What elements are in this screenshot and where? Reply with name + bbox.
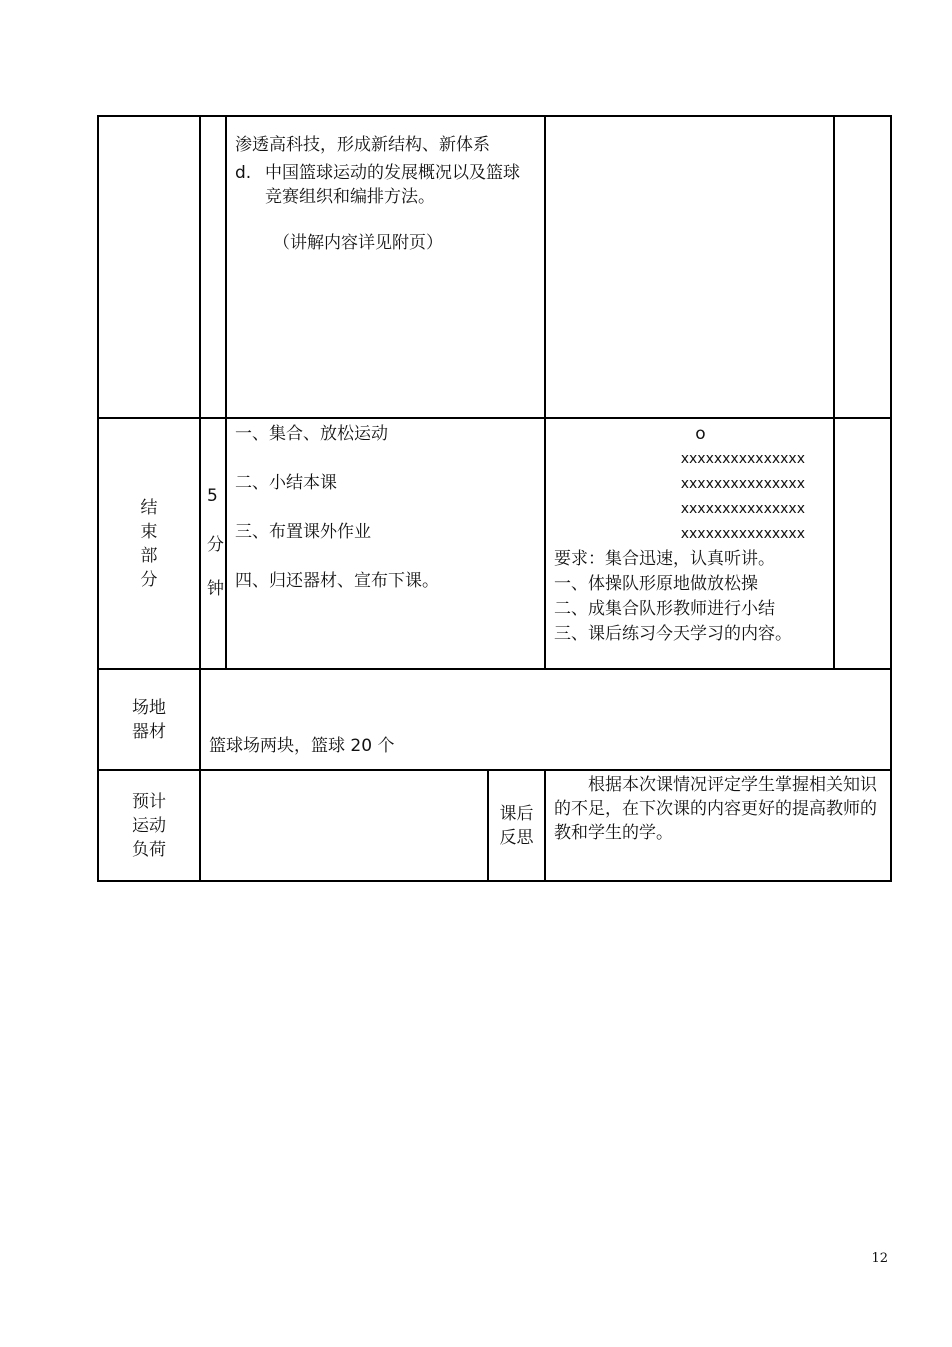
formation-row: xxxxxxxxxxxxxxx [680,476,805,492]
formation-row: xxxxxxxxxxxxxxx [680,526,805,542]
label-char: 部 [140,545,158,566]
venue-label-line: 器材 [132,721,166,742]
reflection-content [545,770,891,881]
requirement-line: 三、课后练习今天学习的内容。 [554,624,792,644]
content-cell [226,116,545,418]
remarks-cell [834,116,891,418]
page-number: 12 [871,1251,888,1266]
load-label [98,770,200,881]
formation-diagram [546,419,833,547]
requirement-line: 二、成集合队形教师进行小结 [554,599,775,619]
load-label-line: 运动 [132,815,166,836]
item-text: 中国篮球运动的发展概况以及篮球竞赛组织和编排方法。 [265,163,520,207]
ending-time [200,418,226,669]
ending-item: 一、集合、放松运动 [235,424,388,444]
reflection-label-line: 课后 [499,803,534,824]
ending-item: 三、布置课外作业 [235,522,371,542]
reflection-label [488,770,545,881]
formation-row: xxxxxxxxxxxxxxx [680,451,805,467]
formation-row: xxxxxxxxxxxxxxx [680,501,805,517]
reflection-label-line: 反思 [499,827,534,848]
content-note: （讲解内容详见附页） [273,233,443,253]
ending-remarks [834,418,891,669]
label-char: 分 [140,569,158,590]
load-content [200,770,488,881]
continued-row [98,116,891,418]
lesson-plan-table [97,115,892,882]
venue-content [200,669,891,770]
time-char: 分 [207,535,224,555]
item-marker: d. [235,163,252,183]
ending-organization [545,418,834,669]
label-char: 结 [140,497,158,518]
venue-text: 篮球场两块，篮球 20 个 [209,736,395,756]
load-row [98,770,891,881]
ending-item: 四、归还器材、宣布下课。 [235,571,439,591]
organization-cell [545,116,834,418]
ending-item: 二、小结本课 [235,473,337,493]
label-char: 束 [140,521,158,542]
ending-content [226,418,545,669]
ending-section-label [98,418,200,669]
content-item-d [235,161,536,209]
load-label-line: 负荷 [132,839,166,860]
reflection-text: 根据本次课情况评定学生掌握相关知识的不足，在下次课的内容更好的提高教师的教和学生的学。 [554,775,877,843]
load-label-line: 预计 [132,791,166,812]
section-label-cell [98,116,200,418]
venue-label-line: 场地 [132,697,166,718]
ending-row [98,418,891,669]
teacher-marker: o [695,424,706,444]
requirement-line: 一、体操队形原地做放松操 [554,574,758,594]
time-cell [200,116,226,418]
time-char: 5 [207,486,218,506]
requirement-line: 要求：集合迅速，认真听讲。 [554,549,775,569]
time-char: 钟 [207,579,224,599]
venue-row [98,669,891,770]
venue-label [98,669,200,770]
content-line: 渗透高科技，形成新结构、新体系 [235,135,490,155]
requirements [546,547,833,647]
